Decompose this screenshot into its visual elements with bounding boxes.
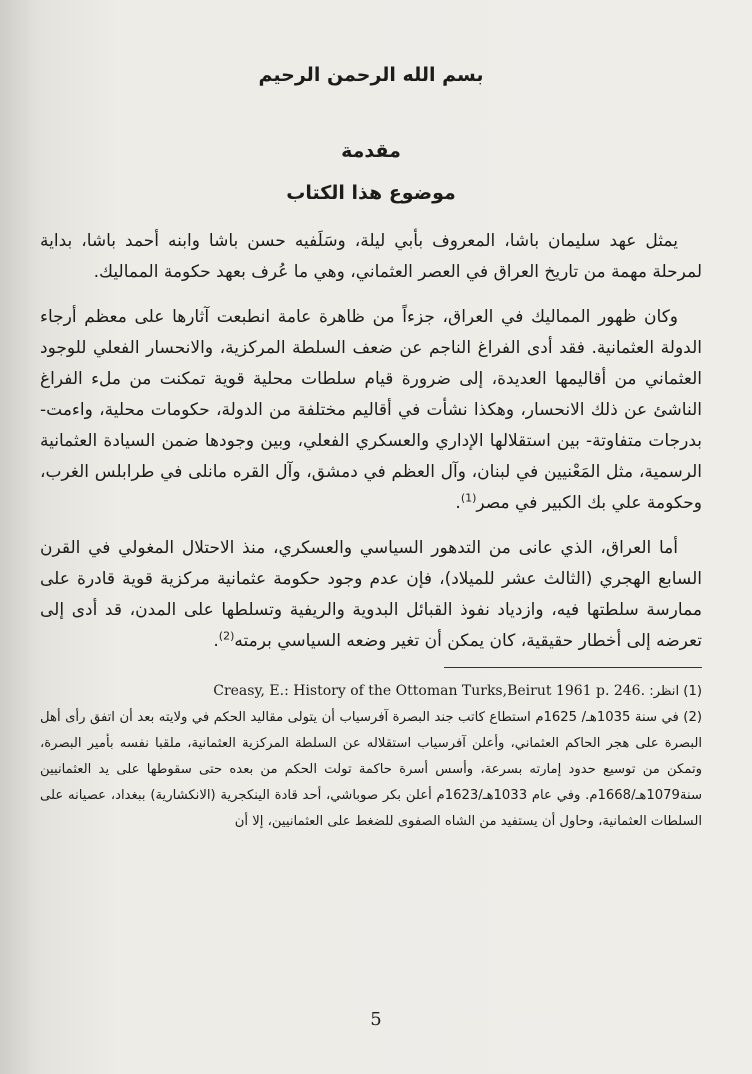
footnotes xyxy=(40,678,702,835)
paragraph-1-text: يمثل عهد سليمان باشا، المعروف بأبي ليلة، وسَلَفيه حسن باشا وابنه أحمد باشا، بداية لمرحلة مهمة من تاريخ العراق في العصر العثماني، وهي ما عُرف بعهد حكومة المماليك. xyxy=(40,231,702,282)
body-text xyxy=(40,226,702,657)
paragraph-3-text: أما العراق، الذي عانى من التدهور السياسي والعسكري، منذ الاحتلال المغولي في القرن السابع الهجري (الثالث عشر للميلاد)، فإن عدم وجود حكومة عثمانية مركزية قوية قادرة على ممارسة سلطتها فيه، وازدياد نفوذ القبائل البدوية والريفية وتسلطها على المدن، قد أدى إلى تعرضه إلى أخطار حقيقية، كان يمكن أن تغير وضعه السياسي برمته xyxy=(40,538,702,651)
paragraph-3: أما العراق، الذي عانى من التدهور السياسي والعسكري، منذ الاحتلال المغولي في القرن السابع الهجري (الثالث عشر للميلاد)، فإن عدم وجود حكومة عثمانية مركزية قوية قادرة على ممارسة سلطتها فيه، وازدياد نفوذ القبائل البدوية والريفية وتسلطها على المدن، قد أدى إلى تعرضه إلى أخطار حقيقية، كان يمكن أن تغير وضعه السياسي برمته$^{(2)}$. xyxy=(40,538,702,651)
footnote-1 xyxy=(40,678,702,705)
paragraph-2: وكان ظهور المماليك في العراق، جزءاً من ظاهرة عامة انطبعت آثارها على معظم أرجاء الدولة العثمانية. فقد أدى الفراغ الناجم عن ضعف السلطة المركزية، والانحسار الفعلي للوجود العثماني من أقاليمها العديدة، إلى ضرورة قيام سلطات محلية قوية تمكنت من ملء الفراغ الناشئ عن ذلك الانحسار، وهكذا نشأت في أقاليم مختلفة من الدولة، حكومات محلية، واءمت- بدرجات متفاوتة- بين استقلالها الإداري والعسكري الفعلي، وبين وجودها ضمن السيادة العثمانية الرسمية، مثل المَعْنيين في لبنان، وآل العظم في دمشق، وآل القره مانلى في طرابلس الغرب، وحكومة علي بك الكبير في مصر$^{(1)}$. xyxy=(40,307,702,513)
paragraph-1 xyxy=(40,226,702,288)
basmala-heading: بسم الله الرحمن الرحيم xyxy=(258,64,484,86)
footnote-1-citation: Creasy, E.: History of the Ottoman Turks,Beirut 1961 p. 246. xyxy=(213,683,646,699)
section-heading: مقدمة xyxy=(341,140,401,162)
page-number: 5 xyxy=(370,1009,382,1030)
footnote-2: (2) في سنة 1035هـ/ 1625م استطاع كاتب جند البصرة آفرسياب أن يتولى مقاليد الحكم في ولايته بعد أن اتفق رأى أهل البصرة على هجر الحاكم العثماني، وأعلن آفرسياب استقلاله عن السلطة المركزية العثمانية، ملقبا نفسه بأمير البصرة، وتمكن من توسيع حدود إمارته بسرعة، وأسس أسرة حاكمة تولت الحكم من بعده حتى سقوطها على يد العثمانيين سنة1079هـ/1668م. وفي عام 1033هـ/1623م أعلن بكر صوباشي، أحد قادة الينكجرية (الانكشارية) ببغداد، عصيانه على السلطات العثمانية، وحاول أن يستفيد من الشاه الصفوى للضغط على العثمانيين، إلا أن xyxy=(40,710,702,829)
footnote-divider xyxy=(444,667,702,668)
footnote-1-prefix: (1) انظر: xyxy=(649,684,702,699)
footnote-ref-1: (1) xyxy=(460,491,477,505)
paragraph-2-text: وكان ظهور المماليك في العراق، جزءاً من ظاهرة عامة انطبعت آثارها على معظم أرجاء الدولة العثمانية. فقد أدى الفراغ الناجم عن ضعف السلطة المركزية، والانحسار الفعلي للوجود العثماني من أقاليمها العديدة، إلى ضرورة قيام سلطات محلية قوية تمكنت من ملء الفراغ الناشئ عن ذلك الانحسار، وهكذا نشأت في أقاليم مختلفة من الدولة، حكومات محلية، واءمت- بدرجات متفاوتة- بين استقلالها الإداري والعسكري الفعلي، وبين وجودها ضمن السيادة العثمانية الرسمية، مثل المَعْنيين في لبنان، وآل العظم في دمشق، وآل القره مانلى في طرابلس الغرب، وحكومة علي بك الكبير في مصر xyxy=(40,307,702,513)
footnote-ref-2: (2) xyxy=(218,629,235,643)
page-content xyxy=(40,48,702,835)
topic-heading: موضوع هذا الكتاب xyxy=(286,182,456,204)
